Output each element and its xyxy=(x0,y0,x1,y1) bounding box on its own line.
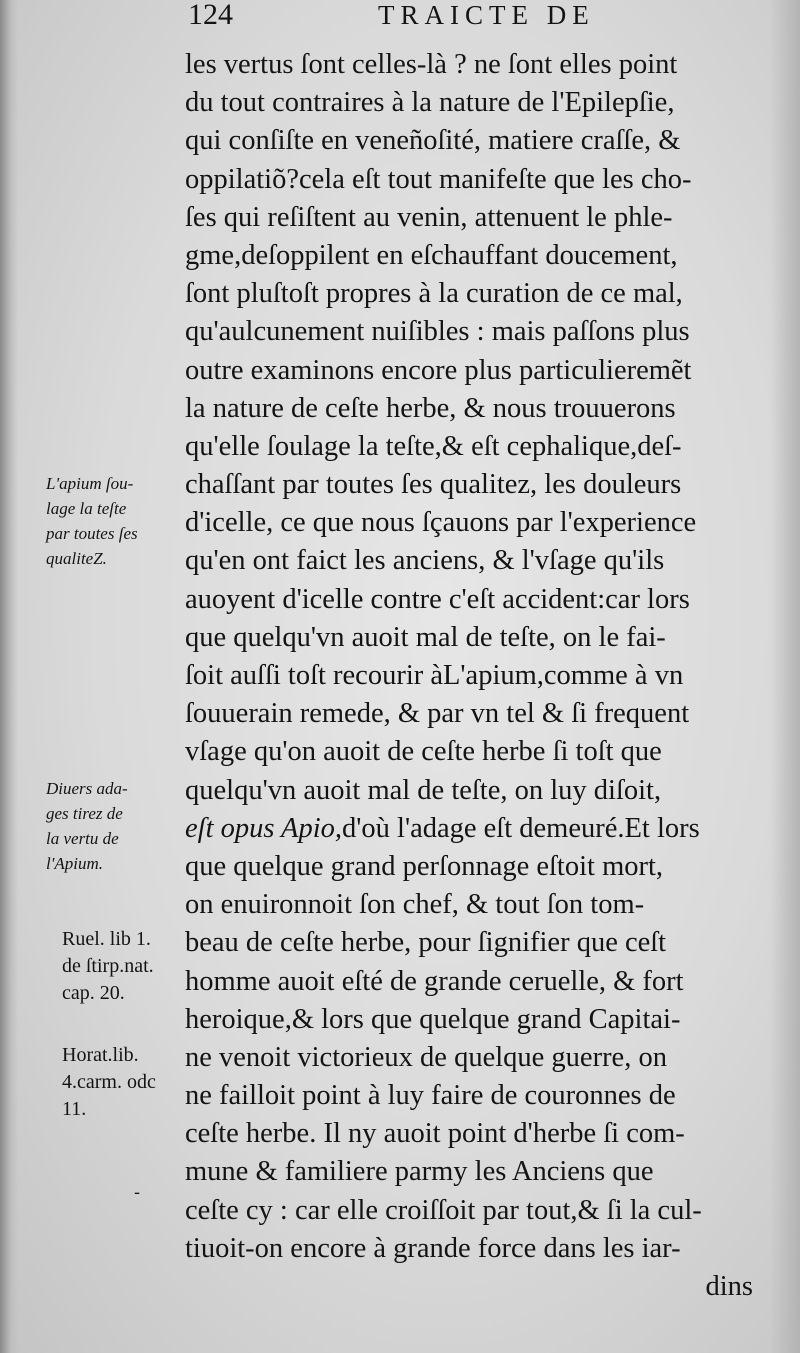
text-line: que quelque grand perſonnage eſtoit mort, xyxy=(185,850,664,882)
margin-note-apium-soulage xyxy=(46,471,186,571)
margin-note-line: la vertu de xyxy=(46,829,119,848)
margin-note-line: Horat.lib. xyxy=(62,1044,139,1066)
text-line: heroique,& lors que quelque grand Capitai- xyxy=(185,1003,681,1035)
text-line: d'icelle, ce que nous ſçauons par l'experience xyxy=(185,507,697,539)
binding-gutter-shadow xyxy=(0,0,18,1353)
page-number: 124 xyxy=(188,0,233,31)
running-title: TRAICTE DE xyxy=(378,0,595,30)
margin-note-line: de ſtirp.nat. xyxy=(62,955,154,977)
text-line: auoyent d'icelle contre c'eſt accident:car lors xyxy=(185,583,690,615)
page-header xyxy=(188,0,748,38)
stray-mark: - xyxy=(134,1182,141,1203)
text-line: outre examinons encore plus particulieremẽt xyxy=(185,354,692,386)
margin-note-line: 4.carm. odc xyxy=(62,1071,156,1093)
margin-note-line: par toutes ſes xyxy=(46,524,138,543)
margin-note-line: L'apium ſou- xyxy=(46,474,134,493)
text-line: du tout contraires à la nature de l'Epilepſie, xyxy=(185,87,675,119)
text-line: chaſſant par toutes ſes qualitez, les douleurs xyxy=(185,469,682,501)
margin-note-diuers-adages xyxy=(46,776,186,876)
latin-adage: eſt opus Apio, xyxy=(185,812,343,844)
text-line xyxy=(185,810,775,848)
text-line: les vertus ſont celles-là ? ne ſont elles point xyxy=(185,49,678,80)
text-line: ſes qui reſiſtent au venin, attenuent le phle- xyxy=(185,201,673,233)
text-line: vſage qu'on auoit de ceſte herbe ſi toſt que xyxy=(185,736,662,768)
margin-note-line: qualiteZ. xyxy=(46,549,107,568)
margin-note-line: Diuers ada- xyxy=(46,779,128,798)
margin-note-line: ges tirez de xyxy=(46,804,123,823)
text-line: ſouuerain remede, & par vn tel & ſi frequent xyxy=(185,698,690,730)
text-line: qui conſiſte en veneñoſité, matiere craſſe, & xyxy=(185,125,681,157)
margin-note-line: cap. 20. xyxy=(62,982,125,1004)
text-line: que quelqu'vn auoit mal de teſte, on le fai- xyxy=(185,621,666,653)
margin-note-horat-reference xyxy=(62,1042,202,1123)
text-line: ne failloit point à luy faire de couronnes de xyxy=(185,1080,676,1112)
text-line: qu'en ont faict les anciens, & l'vſage qu'ils xyxy=(185,545,665,577)
text-line: ceſte cy : car elle croiſſoit par tout,& ſi la cul- xyxy=(185,1194,702,1226)
text-line: ſoit auſſi toſt recourir àL'apium,comme à vn xyxy=(185,660,684,691)
text-line: oppilatiõ?cela eſt tout manifeſte que les cho- xyxy=(185,163,692,195)
margin-note-line: l'Apium. xyxy=(46,854,103,873)
body-text xyxy=(185,46,775,1306)
text-line: tiuoit-on encore à grande force dans les iar- xyxy=(185,1232,681,1264)
text-line: mune & familiere parmy les Anciens que xyxy=(185,1156,654,1188)
text-line: on enuironnoit ſon chef, & tout ſon tom- xyxy=(185,889,645,921)
text-line: ſont pluſtoſt propres à la curation de ce mal, xyxy=(185,278,683,310)
text-line: ne venoit victorieux de quelque guerre, on xyxy=(185,1041,667,1073)
margin-note-ruel-reference xyxy=(62,926,202,1007)
text-line: qu'elle ſoulage la teſte,& eſt cephalique,deſ- xyxy=(185,430,682,462)
text-line: gme,deſoppilent en eſchauffant doucement, xyxy=(185,239,678,271)
text-line: beau de ceſte herbe, pour ſignifier que ceſt xyxy=(185,927,667,959)
catchword: dins xyxy=(705,1271,753,1302)
margin-note-line: Ruel. lib 1. xyxy=(62,928,151,950)
text-line: ceſte herbe. Il ny auoit point d'herbe ſi com- xyxy=(185,1118,685,1150)
text-line: qu'aulcunement nuiſibles : mais paſſons plus xyxy=(185,316,690,348)
text-line-continuation: d'où l'adage eſt demeuré.Et lors xyxy=(342,812,700,844)
margin-note-line: lage la teſte xyxy=(46,499,127,518)
text-line: la nature de ceſte herbe, & nous trouuerons xyxy=(185,392,676,424)
text-line: quelqu'vn auoit mal de teſte, on luy diſoit, xyxy=(185,774,662,806)
margin-note-line: 11. xyxy=(62,1098,87,1120)
text-line: homme auoit eſté de grande ceruelle, & fort xyxy=(185,965,684,997)
